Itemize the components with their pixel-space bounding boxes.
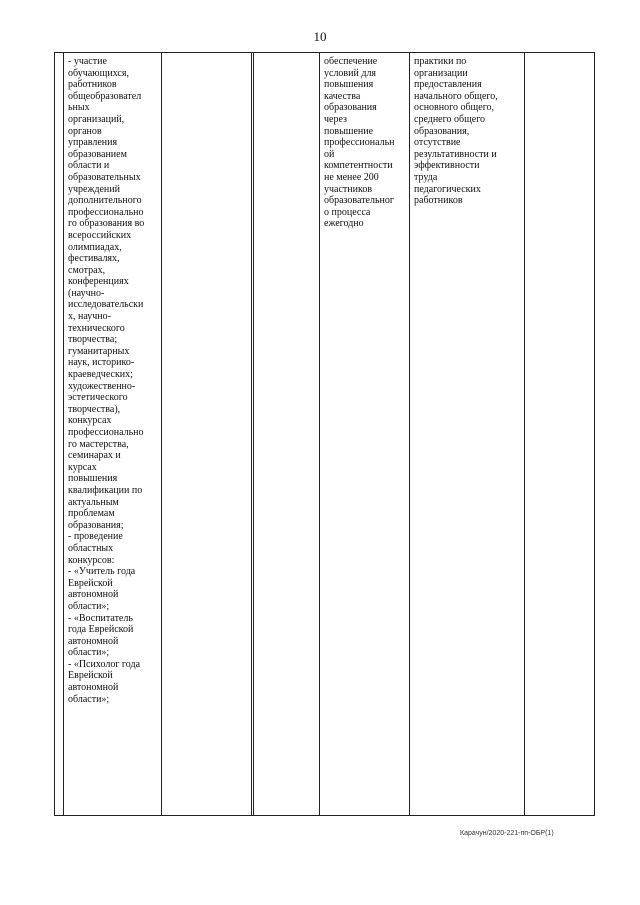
page-number: 10 xyxy=(313,29,327,44)
table-cell-number xyxy=(55,53,64,816)
cell-text xyxy=(254,53,319,56)
table-row xyxy=(55,53,595,816)
table-cell-risks xyxy=(410,53,525,816)
cell-text xyxy=(55,53,63,56)
table-cell-expected-results xyxy=(320,53,410,816)
table-cell xyxy=(254,53,320,816)
table-cell-activities xyxy=(64,53,162,816)
cell-text xyxy=(525,53,594,56)
table-cell xyxy=(525,53,595,816)
document-table xyxy=(54,52,595,816)
cell-text: обеспечение условий для повышения качества образования через повышение профессиональн ой компетентности не менее 200 участников образовательног о процесса ежегодно xyxy=(324,56,395,230)
footer-document-code: Карачун/2020-221-пп-ОБР(1) xyxy=(460,830,554,837)
table-cell xyxy=(162,53,252,816)
cell-text: - участие обучающихся, работников общеобразовател ьных организаций, органов управления образованием области и образовательных учреждений дополнительного профессионально го образования во всероссийских олимпиадах, фестивалях, смотрах, конференциях (научно- исследовательски х, научно- технического творчества; гуманитарных наук, историко- краеведческих; художественно- эстетического творчества), конкурсах профессионально го мастерства, семинарах и курсах повышения квалификации по актуальным проблемам образования; - проведение областных конкурсов: - «Учитель года Еврейской автономной области»; - «Воспитатель года Еврейской автономной области»; - «Психолог года Еврейской автономной области»; xyxy=(68,56,145,705)
cell-text: практики по организации предоставления начального общего, основного общего, среднего общего образования, отсутствие результативности и эффективности труда педагогических работников xyxy=(414,56,498,207)
cell-text xyxy=(162,53,251,56)
